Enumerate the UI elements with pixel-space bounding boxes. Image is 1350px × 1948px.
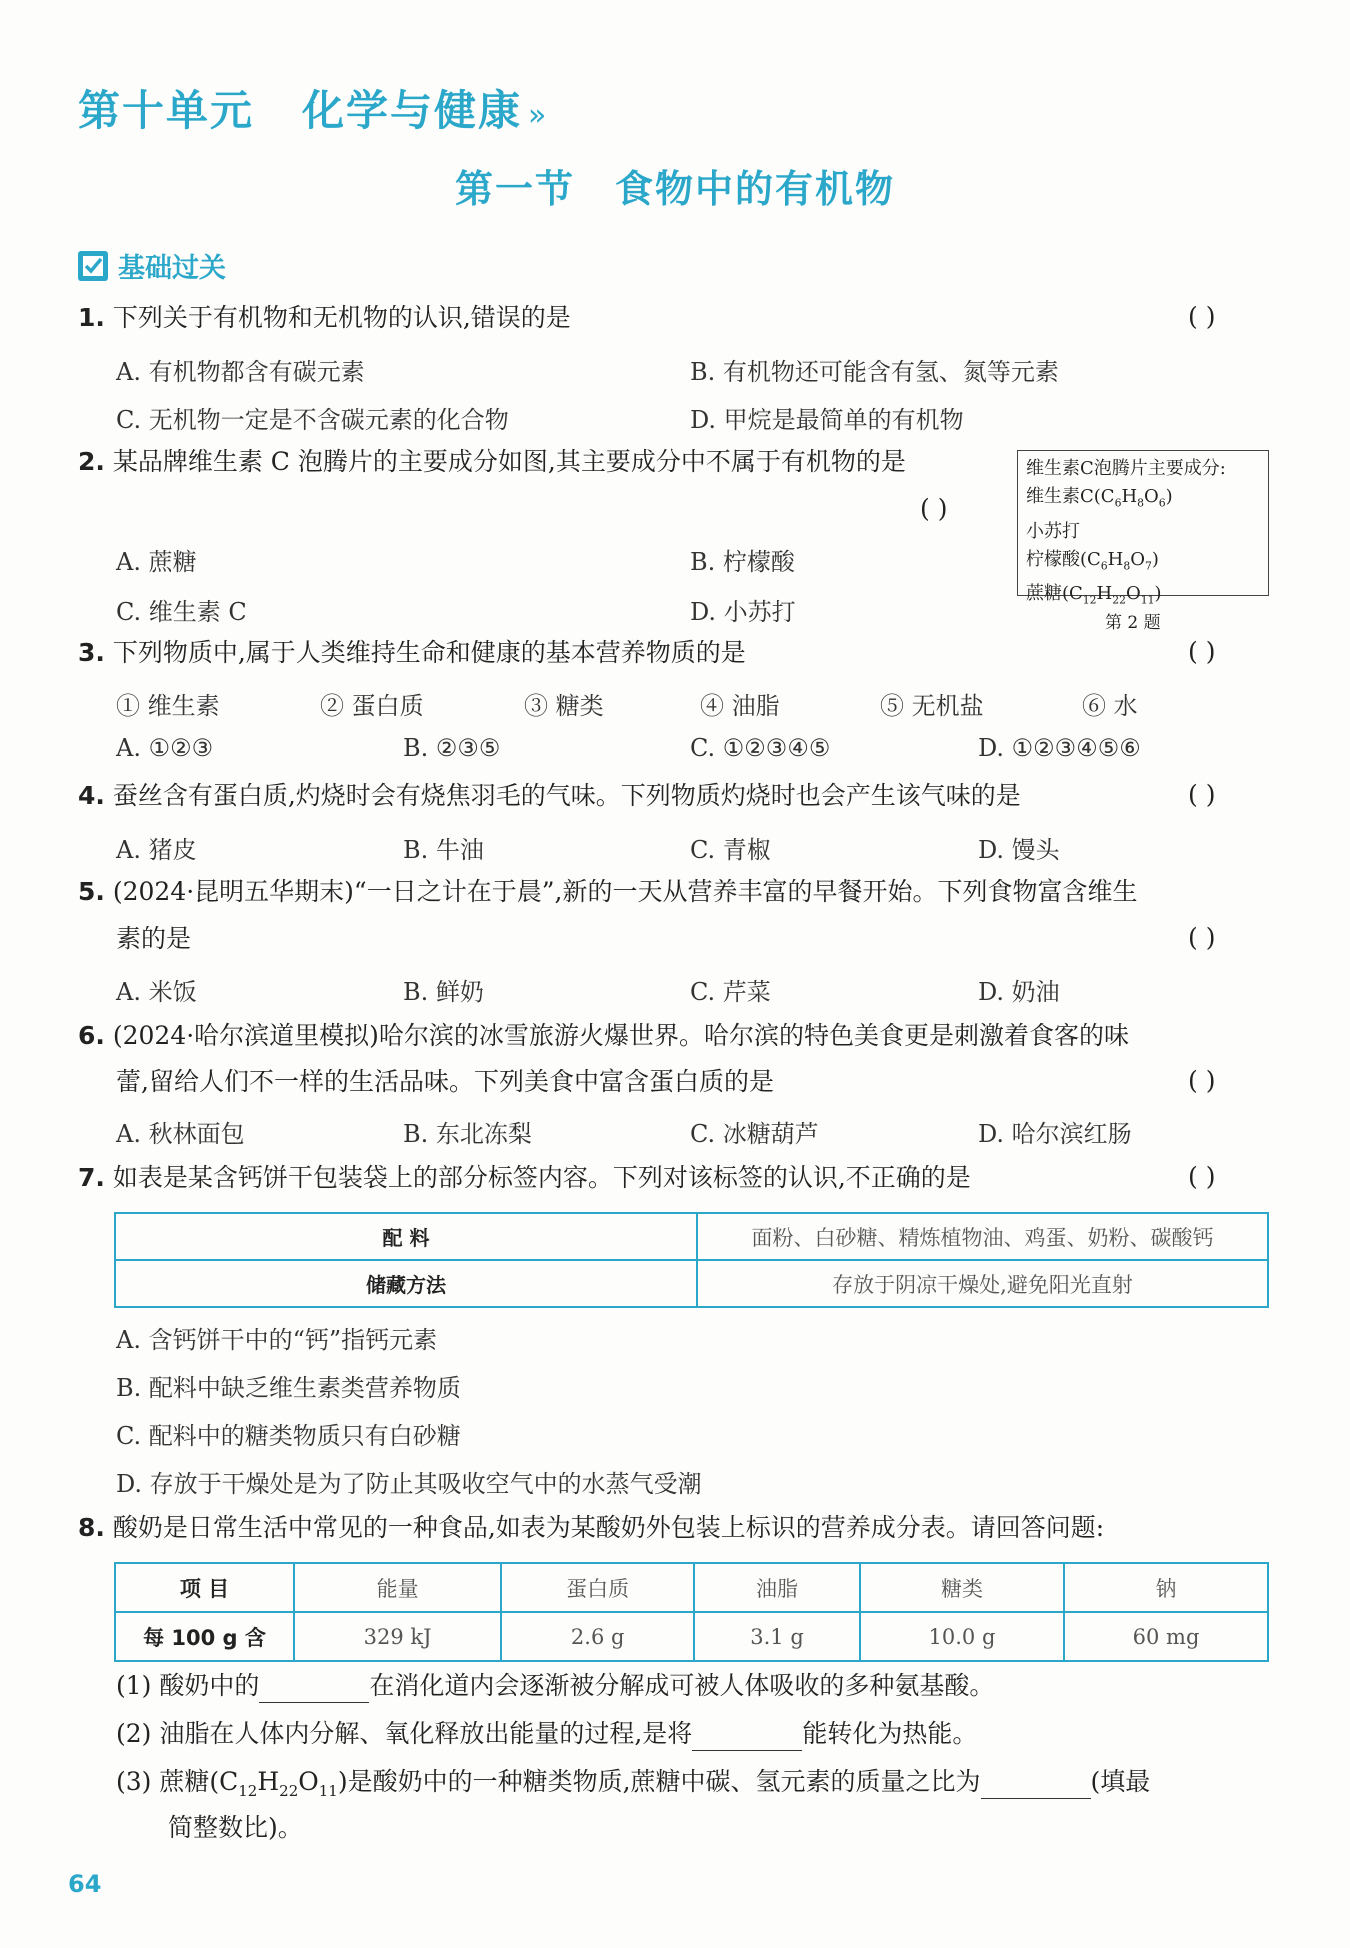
q4-option-b: B. 牛油	[403, 836, 484, 864]
nutrition-table	[114, 1562, 1269, 1662]
section-number: 第一节	[454, 166, 575, 211]
q3-item-2: ② 蛋白质	[320, 692, 424, 720]
answer-paren: ( )	[1188, 1066, 1216, 1095]
unit-title	[78, 78, 548, 138]
q1-option-a: A. 有机物都含有碳元素	[116, 358, 365, 386]
q7-option-b: B. 配料中缺乏维生素类营养物质	[116, 1374, 461, 1402]
q3-item-6: ⑥ 水	[1082, 692, 1138, 720]
q2-option-a: A. 蔗糖	[116, 548, 197, 576]
table-row	[115, 1563, 1268, 1612]
q1-option-c: C. 无机物一定是不含碳元素的化合物	[116, 406, 509, 434]
figure-caption: 第 2 题	[1105, 613, 1161, 633]
q3-item-3: ③ 糖类	[524, 692, 604, 720]
table-cell: 2.6 g	[501, 1612, 694, 1661]
table-row	[115, 1213, 1268, 1260]
q2-option-d: D. 小苏打	[690, 598, 796, 626]
table-cell: 10.0 g	[860, 1612, 1064, 1661]
answer-paren: ( )	[920, 494, 948, 523]
unit-name: 化学与健康	[302, 86, 523, 135]
answer-paren: ( )	[1188, 302, 1216, 331]
table-cell: 钠	[1064, 1563, 1268, 1612]
ingredient-box	[1017, 450, 1269, 607]
section-badge	[78, 246, 226, 285]
table-cell: 60 mg	[1064, 1612, 1268, 1661]
q6-option-b: B. 东北冻梨	[403, 1120, 532, 1148]
checkbox-icon	[78, 251, 108, 281]
q3-item-1: ① 维生素	[116, 692, 220, 720]
q1-option-d: D. 甲烷是最简单的有机物	[690, 406, 964, 434]
answer-paren: ( )	[1188, 637, 1216, 666]
table-cell: 油脂	[694, 1563, 860, 1612]
q6-option-d: D. 哈尔滨红肠	[978, 1120, 1132, 1148]
question-6-stem: 6. (2024·哈尔滨道里模拟)哈尔滨的冰雪旅游火爆世界。哈尔滨的特色美食更是刺激着食客的味	[78, 1021, 1129, 1050]
question-1-stem: 1. 下列关于有机物和无机物的认识,错误的是	[78, 303, 571, 332]
table-cell: 329 kJ	[294, 1612, 501, 1661]
table-row	[115, 1612, 1268, 1661]
q3-option-a: A. ①②③	[116, 734, 214, 762]
q8-subquestion-3: (3) 蔗糖$(C_{12}H_{22}O_{11})$是酸奶中的一种糖类物质,蔗糖中碳、氢元素的质量之比为 (填最	[116, 1767, 1151, 1800]
table-cell: 蛋白质	[501, 1563, 694, 1612]
q7-option-a: A. 含钙饼干中的“钙”指钙元素	[116, 1326, 438, 1354]
q4-option-a: A. 猪皮	[116, 836, 197, 864]
table-cell: 能量	[294, 1563, 501, 1612]
question-6-stem-cont: 蕾,留给人们不一样的生活品味。下列美食中富含蛋白质的是	[116, 1067, 774, 1096]
section-name: 食物中的有机物	[615, 166, 896, 211]
ingredient-title: 维生素C泡腾片主要成分:	[1026, 458, 1226, 479]
q5-option-d: D. 奶油	[978, 978, 1060, 1006]
q6-option-c: C. 冰糖葫芦	[690, 1120, 819, 1148]
q8-subquestion-2: (2) 油脂在人体内分解、氧化释放出能量的过程,是将 能转化为热能。	[116, 1718, 977, 1751]
q3-item-5: ⑤ 无机盐	[880, 692, 984, 720]
q7-option-c: C. 配料中的糖类物质只有白砂糖	[116, 1422, 461, 1450]
question-2-stem: 2. 某品牌维生素 C 泡腾片的主要成分如图,其主要成分中不属于有机物的是	[78, 447, 906, 476]
table-cell: 配 料	[115, 1213, 697, 1260]
q4-option-c: C. 青椒	[690, 836, 771, 864]
table-cell: 项 目	[115, 1563, 294, 1612]
biscuit-label-table	[114, 1212, 1269, 1308]
q6-option-a: A. 秋林面包	[116, 1120, 245, 1148]
table-cell: 储藏方法	[115, 1260, 697, 1307]
page-number: 64	[68, 1870, 102, 1898]
answer-paren: ( )	[1188, 1162, 1216, 1191]
q2-option-b: B. 柠檬酸	[690, 548, 795, 576]
unit-number: 第十单元	[78, 86, 255, 135]
q4-option-d: D. 馒头	[978, 836, 1060, 864]
answer-paren: ( )	[1188, 780, 1216, 809]
q3-item-4: ④ 油脂	[700, 692, 780, 720]
ingredient-citric-acid: 柠檬酸$(C_6H_8O_7)$	[1026, 548, 1159, 573]
q5-option-c: C. 芹菜	[690, 978, 771, 1006]
q8-subquestion-1: (1) 酸奶中的 在消化道内会逐渐被分解成可被人体吸收的多种氨基酸。	[116, 1670, 994, 1703]
q3-option-b: B. ②③⑤	[403, 734, 501, 762]
answer-blank[interactable]	[259, 1670, 369, 1703]
q5-option-b: B. 鲜奶	[403, 978, 484, 1006]
q7-option-d: D. 存放于干燥处是为了防止其吸收空气中的水蒸气受潮	[116, 1470, 702, 1498]
q5-option-a: A. 米饭	[116, 978, 197, 1006]
q8-subquestion-3-cont: 简整数比)。	[168, 1813, 303, 1842]
question-3-stem: 3. 下列物质中,属于人类维持生命和健康的基本营养物质的是	[78, 638, 746, 667]
badge-label: 基础过关	[118, 253, 226, 284]
question-7-stem: 7. 如表是某含钙饼干包装袋上的部分标签内容。下列对该标签的认识,不正确的是	[78, 1163, 971, 1192]
double-chevron-icon: »	[528, 98, 549, 133]
question-4-stem: 4. 蚕丝含有蛋白质,灼烧时会有烧焦羽毛的气味。下列物质灼烧时也会产生该气味的是	[78, 781, 1021, 810]
table-cell: 糖类	[860, 1563, 1064, 1612]
section-title	[0, 158, 1350, 213]
q1-option-b: B. 有机物还可能含有氢、氮等元素	[690, 358, 1059, 386]
question-5-stem-cont: 素的是	[116, 924, 192, 953]
question-5-stem: 5. (2024·昆明五华期末)“一日之计在于晨”,新的一天从营养丰富的早餐开始。下列食物富含维生	[78, 877, 1138, 906]
ingredient-sucrose: 蔗糖$(C_{12}H_{22}O_{11})$	[1026, 583, 1162, 607]
question-8-stem: 8. 酸奶是日常生活中常见的一种食品,如表为某酸奶外包装上标识的营养成分表。请回答问题:	[78, 1513, 1105, 1542]
answer-blank[interactable]	[692, 1718, 802, 1751]
ingredient-baking-soda: 小苏打	[1026, 520, 1080, 542]
table-cell: 每 100 g 含	[115, 1612, 294, 1661]
table-row	[115, 1260, 1268, 1307]
table-cell: 存放于阴凉干燥处,避免阳光直射	[697, 1260, 1268, 1307]
answer-paren: ( )	[1188, 923, 1216, 952]
q3-option-c: C. ①②③④⑤	[690, 734, 831, 762]
q2-option-c: C. 维生素 C	[116, 598, 247, 626]
q3-option-d: D. ①②③④⑤⑥	[978, 734, 1141, 762]
table-cell: 3.1 g	[694, 1612, 860, 1661]
table-cell: 面粉、白砂糖、精炼植物油、鸡蛋、奶粉、碳酸钙	[697, 1213, 1268, 1260]
answer-blank[interactable]	[981, 1766, 1091, 1799]
ingredient-vitc: 维生素$C(C_6H_8O_6)$	[1026, 486, 1173, 510]
